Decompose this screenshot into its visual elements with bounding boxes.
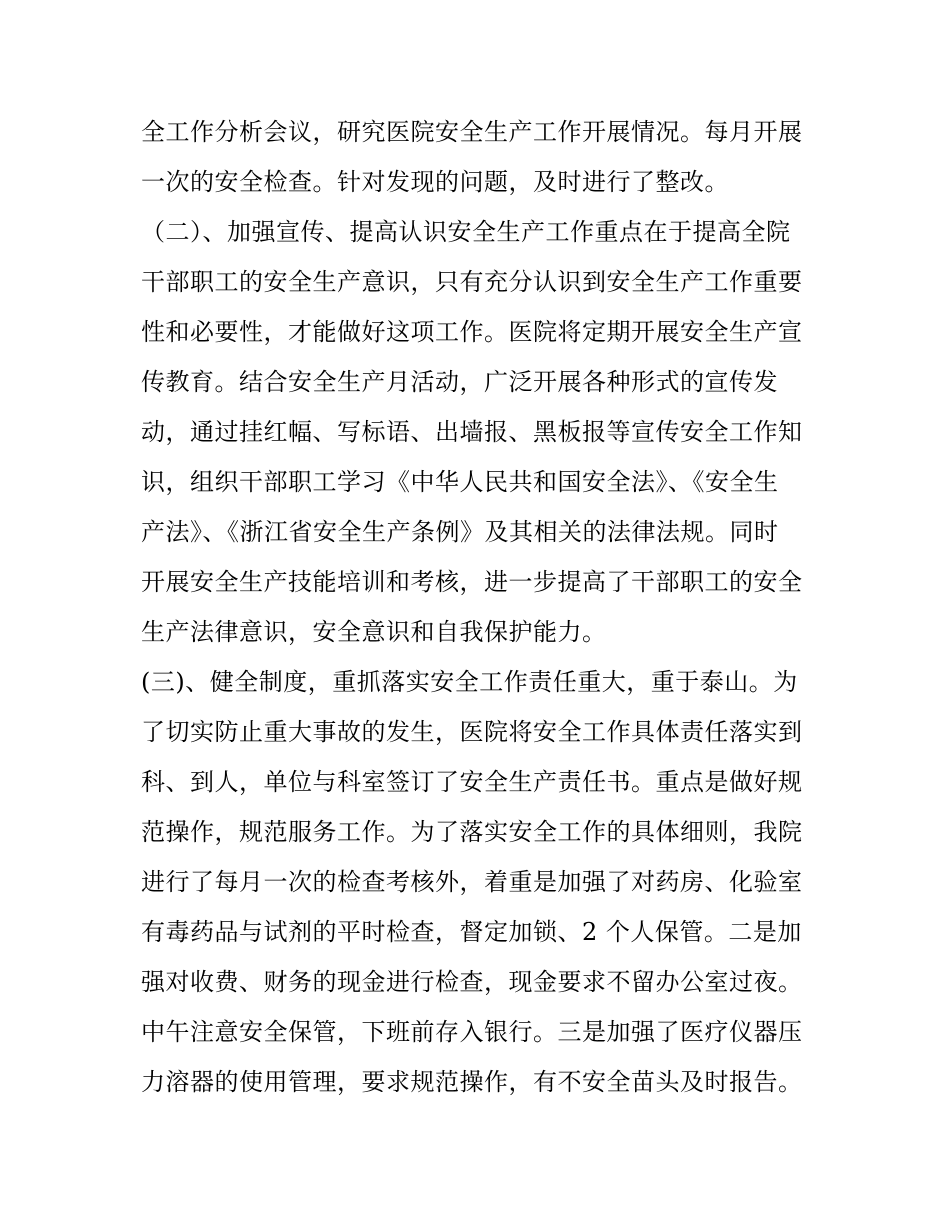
text-line: 产法》、《浙江省安全生产条例》及其相关的法律法规。同时 (141, 518, 779, 546)
text-line: 生产法律意识，安全意识和自我保护能力。 (141, 618, 607, 646)
text-line: 全工作分析会议，研究医院安全生产工作开展情况。每月开展 (141, 118, 803, 146)
text-line: 传教育。结合安全生产月活动，广泛开展各种形式的宣传发 (141, 368, 778, 396)
body-text (141, 107, 841, 1107)
text-line: 干部职工的安全生产意识，只有充分认识到安全生产工作重要 (141, 268, 803, 296)
text-line: 强对收费、财务的现金进行检查，现金要求不留办公室过夜。 (141, 968, 803, 996)
text-line: 范操作，规范服务工作。为了落实安全工作的具体细则，我院 (141, 818, 803, 846)
text-line: 力溶器的使用管理，要求规范操作，有不安全苗头及时报告。 (141, 1068, 803, 1096)
text-line: 性和必要性，才能做好这项工作。医院将定期开展安全生产宣 (141, 318, 803, 346)
text-line: 进行了每月一次的检查考核外，着重是加强了对药房、化验室 (141, 868, 803, 896)
text-line: 识，组织干部职工学习《中华人民共和国安全法》、《安全生 (141, 468, 779, 496)
text-line: 有毒药品与试剂的平时检查，督定加锁、2 个人保管。二是加 (141, 918, 802, 946)
section-heading-line: （二）、加强宣传、提高认识安全生产工作重点在于提高全院 (141, 218, 791, 246)
text-line: 中午注意安全保管，下班前存入银行。三是加强了医疗仪器压 (141, 1018, 803, 1046)
text-line: 开展安全生产技能培训和考核，进一步提高了干部职工的安全 (141, 568, 803, 596)
text-line: 科、到人，单位与科室签订了安全生产责任书。重点是做好规 (141, 768, 803, 796)
text-line: 一次的安全检查。针对发现的问题，及时进行了整改。 (141, 168, 729, 196)
text-line: 动，通过挂红幅、写标语、出墙报、黑板报等宣传安全工作知 (141, 418, 803, 446)
text-line: 了切实防止重大事故的发生，医院将安全工作具体责任落实到 (141, 718, 803, 746)
section-heading-line: (三)、健全制度，重抓落实安全工作责任重大，重于泰山。为 (141, 668, 798, 696)
